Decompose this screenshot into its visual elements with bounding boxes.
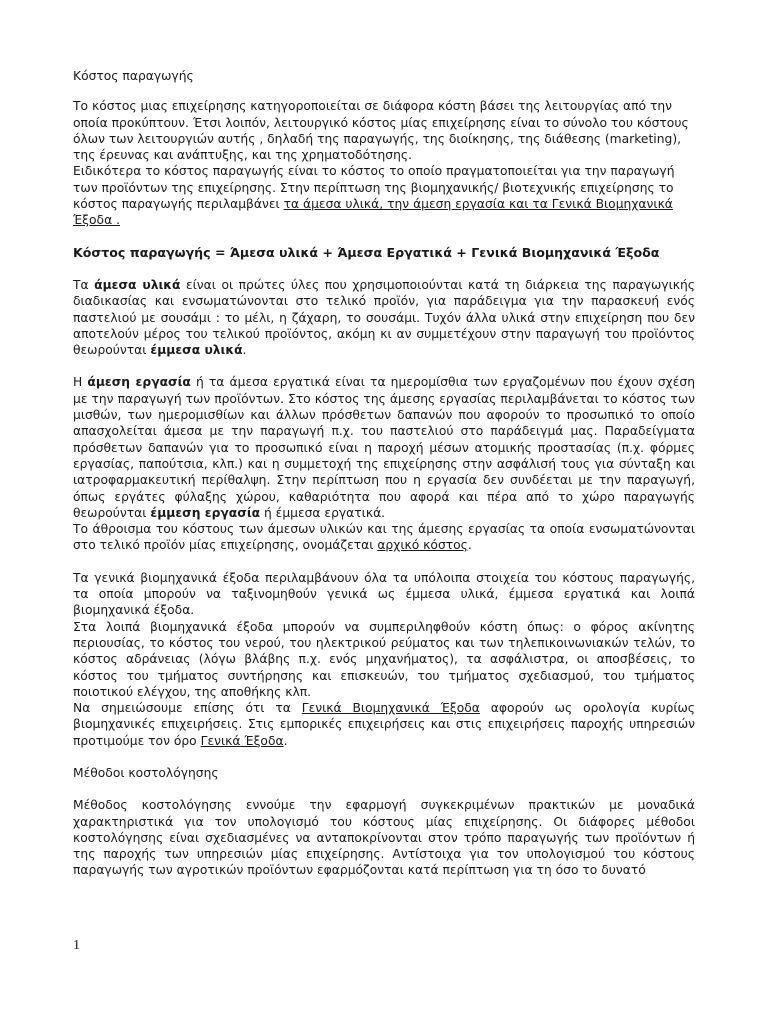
term-direct-materials: άμεσα υλικά xyxy=(94,277,181,292)
text-run: . xyxy=(467,538,472,553)
text-run: . xyxy=(283,733,288,748)
paragraph-terminology-note xyxy=(73,700,695,749)
text-run: ή τα άμεσα εργατικά είναι τα ημερομίσθια των εργαζομένων που έχουν σχέση με την παραγωγή των προϊόντων. Στο κόστος της άμεσης εργασίας περιλαμβάνεται το κόστος των μισθών, των ημερομισθίων και άλλων πρόσθετων δαπανών που αφορούν το προσωπικό το οποίο απασχολείται άμεσα με την παραγωγή π.χ. του παστελιού στο παράδειγμά μας. Παραδείγματα πρόσθετων δαπανών για το προσωπικό είναι η παροχή μέσων ατομικής προστασίας (π.χ. φόρμες εργασίας, παπούτσια, κλπ.) και η συμμετοχή της επιχείρησης στην ασφάλισή τους για σύνταξη και ιατροφαρμακευτική περίθαλψη. Στην περίπτωση που η εργασία δεν συνδέεται με την παραγωγή, όπως εργάτες φύλαξης χώρου, καθαριότητα που αφορά και πέρα από το χώρο παραγωγής θεωρούνται xyxy=(73,375,696,520)
term-general-expenses: Γενικά Έξοδα xyxy=(200,733,284,748)
underlined-components-text: τα άμεσα υλικά, την άμεση εργασία και τα Γενικά Βιομηχανικά Έξοδα . xyxy=(73,197,673,228)
paragraph-direct-labor xyxy=(73,374,695,521)
paragraph-other-overheads: Στα λοιπά βιομηχανικά έξοδα μπορούν να συμπεριληφθούν κόστη όπως: ο φόρος ακίνητης περιουσίας, το κόστος του νερού, του ηλεκτρικού ρεύματος και των τηλεπικοινωνιακών τελών, το κόστος αδράνειας (λόγω βλάβης π.χ. ενός μηχανήματος), τα ασφάλιστρα, οι αποσβέσεις, το κόστος του τμήματος συντήρησης και επισκευών, του τμήματος σχεδιασμού, του τμήματος ποιοτικού ελέγχου, της αποθήκης κλπ. xyxy=(73,619,695,699)
paragraph-overheads: Τα γενικά βιομηχανικά έξοδα περιλαμβάνουν όλα τα υπόλοιπα στοιχεία του κόστους παραγωγής, τα οποία μπορούν να ταξινομηθούν γενικά ως έμμεσα υλικά, έμμεσα εργατικά και λοιπά βιομηχανικά έξοδα. xyxy=(73,570,695,618)
text-run: Η xyxy=(73,375,88,390)
cost-formula: Κόστος παραγωγής = Άμεσα υλικά + Άμεσα Εργατικά + Γενικά Βιομηχανικά Έξοδα xyxy=(73,244,660,260)
text-run: Το άθροισμα του κόστους των άμεσων υλικών και της άμεσης εργασίας τα οποία ενσωματώνονται στο τελικό προϊόν μίας επιχείρησης, ονομάζεται xyxy=(73,522,695,553)
paragraph-text: Ειδικότερα το κόστος παραγωγής είναι το κόστος το οποίο πραγματοποιείται για την παραγωγή των προϊόντων της επιχείρησης. Στην περίπτωση της βιομηχανικής/ βιοτεχνικής επιχείρησης το κόστος παραγωγής περιλαμβάνει xyxy=(73,164,675,212)
paragraph-prime-cost xyxy=(73,521,695,554)
text-run: είναι οι πρώτες ύλες που χρησιμοποιούνται κατά τη διάρκεια της παραγωγικής διαδικασίας και ενσωματώνονται στο τελικό προϊόν, για παράδειγμα για την παρασκευή ενός παστελιού με σουσάμι : το μέλι, η ζάχαρη, το σουσάμι. Τυχόν άλλα υλικά στην επιχείρηση που δεν αποτελούν μέρος του τελικού προϊόντος, ακόμη κι αν συμμετέχουν στην παραγωγή του προϊόντος θεωρούνται xyxy=(73,277,696,358)
section-heading-costing-methods: Μέθοδοι κοστολόγησης xyxy=(73,765,219,780)
text-run: αφορούν ως ορολογία κυρίως βιομηχανικές επιχειρήσεις. Στις εμπορικές επιχειρήσεις και στις επιχειρήσεις παροχής υπηρεσιών προτιμούμε τον όρο xyxy=(73,701,695,748)
text-run: . xyxy=(242,343,247,358)
term-indirect-materials: έμμεσα υλικά xyxy=(150,343,243,358)
term-indirect-labor: έμμεση εργασία xyxy=(150,505,261,520)
page-number: 1 xyxy=(73,938,80,953)
term-general-industrial-expenses: Γενικά Βιομηχανικά Έξοδα xyxy=(301,701,480,716)
text-run: Να σημειώσουμε επίσης ότι τα xyxy=(73,701,302,716)
text-run: ή έμμεσα εργατικά. xyxy=(260,505,386,520)
term-direct-labor: άμεση εργασία xyxy=(87,375,191,390)
paragraph-cost-categories xyxy=(73,98,695,228)
term-prime-cost: αρχικό κόστος xyxy=(377,538,468,553)
paragraph-costing-methods: Μέθοδος κοστολόγησης εννούμε την εφαρμογή συγκεκριμένων πρακτικών με μοναδικά χαρακτηριστικά για τον υπολογισμό του κόστους μίας επιχείρησης. Οι διάφορες μέθοδοι κοστολόγησης είναι σχεδιασμένες να ανταποκρίνονται στον τρόπο παραγωγής των προϊόντων ή της παροχής των υπηρεσιών μίας επιχείρησης. Αντίστοιχα για τον υπολογισμού του κόστους παραγωγής των αγροτικών προϊόντων εφαρμόζονται κατά περίπτωση για τη όσο το δυνατό xyxy=(73,798,695,878)
paragraph-text: Το κόστος μιας επιχείρησης κατηγοροποιείται σε διάφορα κόστη βάσει της λειτουργίας από την οποία προκύπτουν. Έτσι λοιπόν, λειτουργικό κόστος μίας επιχείρησης είναι το σύνολο του κόστους όλων των λειτουργιών αυτής , δηλαδή της παραγωγής, της διοίκησης, της διάθεσης (marketing), της έρευνας και ανάπτυξης, και της χρηματοδότησης. xyxy=(73,99,689,163)
section-heading-production-cost: Κόστος παραγωγής xyxy=(73,69,194,83)
text-run: Τα xyxy=(73,277,95,292)
paragraph-direct-materials xyxy=(73,277,695,358)
document-body xyxy=(73,68,695,879)
